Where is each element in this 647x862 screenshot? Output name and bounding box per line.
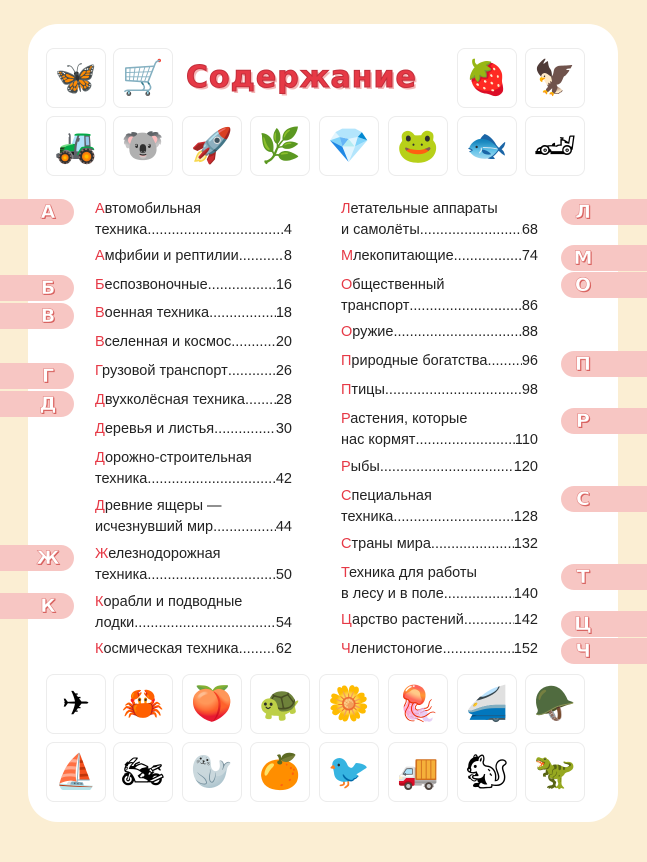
airplane-icon: ✈: [46, 674, 106, 734]
sports-car-icon: 🏎: [525, 116, 585, 176]
excavator-icon: 🚜: [46, 116, 106, 176]
motorcycle-icon: 🏍: [113, 742, 173, 802]
moth-icon: 🦋: [46, 48, 106, 108]
toc-entry[interactable]: Железнодорожная техника ..... 50: [95, 544, 292, 586]
toc-entry[interactable]: Военная техника ..... 18: [95, 303, 292, 324]
grouse-icon: 🐦: [319, 742, 379, 802]
toc-entry[interactable]: Дорожно-строительная техника ..... 42: [95, 448, 292, 490]
squirrel-icon: 🐿: [457, 742, 517, 802]
space-shuttle-icon: 🚀: [182, 116, 242, 176]
letter-tab-r: Р: [561, 408, 647, 434]
dinosaur-icon: 🦖: [525, 742, 585, 802]
page-number: 140: [513, 586, 538, 602]
toc-entry[interactable]: Природные богатства ..... 96: [341, 351, 538, 372]
train-icon: 🚄: [457, 674, 517, 734]
toc-entry[interactable]: Млекопитающие ..... 74: [341, 246, 538, 267]
crab-icon: 🦀: [113, 674, 173, 734]
page-number: 132: [513, 536, 538, 552]
toc-entry[interactable]: Корабли и подводные лодки ..... 54: [95, 592, 292, 634]
toc-entry[interactable]: Древние ящеры — исчезнувший мир ..... 44: [95, 496, 292, 538]
letter-tab-l: Л: [561, 199, 647, 225]
koala-icon: 🐨: [113, 116, 173, 176]
page-number: 30: [275, 421, 292, 437]
letter-tab-g: Г: [0, 363, 74, 389]
page-number: 68: [521, 222, 538, 238]
toc-entry[interactable]: Страны мира ..... 132: [341, 534, 538, 555]
walrus-icon: 🦭: [182, 742, 242, 802]
stingray-icon: 🐟: [457, 116, 517, 176]
page-number: 152: [513, 641, 538, 657]
toc-entry[interactable]: Летательные аппараты и самолёты ..... 68: [341, 199, 538, 241]
orange-icon: 🍊: [250, 742, 310, 802]
toc-entry[interactable]: Беспозвоночные ..... 16: [95, 275, 292, 296]
carriage-icon: 🛒: [113, 48, 173, 108]
page-number: 50: [275, 567, 292, 583]
jellyfish-icon: 🪼: [388, 674, 448, 734]
toc-entry[interactable]: Специальная техника ..... 128: [341, 486, 538, 528]
letter-tab-a: А: [0, 199, 74, 225]
toc-entry[interactable]: Техника для работы в лесу и в поле ..... 140: [341, 563, 538, 605]
toc-entry[interactable]: Царство растений ..... 142: [341, 610, 538, 631]
page-number: 8: [283, 248, 292, 264]
letter-tab-v: В: [0, 303, 74, 329]
sailing-ship-icon: ⛵: [46, 742, 106, 802]
toc-entry[interactable]: Автомобильная техника ..... 4: [95, 199, 292, 241]
toc-entry[interactable]: Птицы ..... 98: [341, 380, 538, 401]
flowers-icon: 🌼: [319, 674, 379, 734]
mineral-icon: 💎: [319, 116, 379, 176]
page-number: 98: [521, 382, 538, 398]
page-number: 74: [521, 248, 538, 264]
toc-entry[interactable]: Грузовой транспорт ..... 26: [95, 361, 292, 382]
toc-entry[interactable]: Рыбы ..... 120: [341, 457, 538, 478]
page-number: 28: [275, 392, 292, 408]
letter-tab-k: К: [0, 593, 74, 619]
toc-entry[interactable]: Растения, которые нас кормят ..... 110: [341, 409, 538, 451]
toc-entry[interactable]: Деревья и листья ..... 30: [95, 419, 292, 440]
page-number: 128: [513, 509, 538, 525]
page-number: 142: [513, 612, 538, 628]
letter-tab-s: С: [561, 486, 647, 512]
pitaya-icon: 🍑: [182, 674, 242, 734]
page-number: 110: [514, 432, 538, 448]
letter-tab-ch: Ч: [561, 638, 647, 664]
strawberry-icon: 🍓: [457, 48, 517, 108]
chestnut-leaf-icon: 🌿: [250, 116, 310, 176]
toc-entry[interactable]: Космическая техника ..... 62: [95, 639, 292, 660]
turtle-icon: 🐢: [250, 674, 310, 734]
page-number: 120: [513, 459, 538, 475]
page-number: 88: [521, 324, 538, 340]
page-number: 44: [275, 519, 292, 535]
page-number: 18: [275, 305, 292, 321]
letter-tab-zh: Ж: [0, 545, 74, 571]
pterodactyl-icon: 🦅: [525, 48, 585, 108]
page-number: 16: [275, 277, 292, 293]
dump-truck-icon: 🚚: [388, 742, 448, 802]
letter-tab-ts: Ц: [561, 611, 647, 637]
letter-tab-d: Д: [0, 391, 74, 417]
frog-icon: 🐸: [388, 116, 448, 176]
tank-icon: 🪖: [525, 674, 585, 734]
toc-entry[interactable]: Амфибии и рептилии ..... 8: [95, 246, 292, 267]
page-title: Содержание: [186, 60, 417, 95]
toc-entry[interactable]: Членистоногие ..... 152: [341, 639, 538, 660]
page-number: 42: [275, 471, 292, 487]
toc-entry[interactable]: Оружие ..... 88: [341, 322, 538, 343]
toc-entry[interactable]: Общественный транспорт ..... 86: [341, 275, 538, 317]
letter-tab-m: М: [561, 245, 647, 271]
page-number: 54: [275, 615, 292, 631]
page-number: 26: [275, 363, 292, 379]
toc-entry[interactable]: Вселенная и космос ..... 20: [95, 332, 292, 353]
page-number: 4: [283, 222, 292, 238]
page-number: 96: [521, 353, 538, 369]
page-number: 62: [275, 641, 292, 657]
letter-tab-o: О: [561, 272, 647, 298]
letter-tab-b: Б: [0, 275, 74, 301]
page-number: 86: [521, 298, 538, 314]
letter-tab-t: Т: [561, 564, 647, 590]
page-number: 20: [275, 334, 292, 350]
letter-tab-p: П: [561, 351, 647, 377]
toc-entry[interactable]: Двухколёсная техника ..... 28: [95, 390, 292, 411]
